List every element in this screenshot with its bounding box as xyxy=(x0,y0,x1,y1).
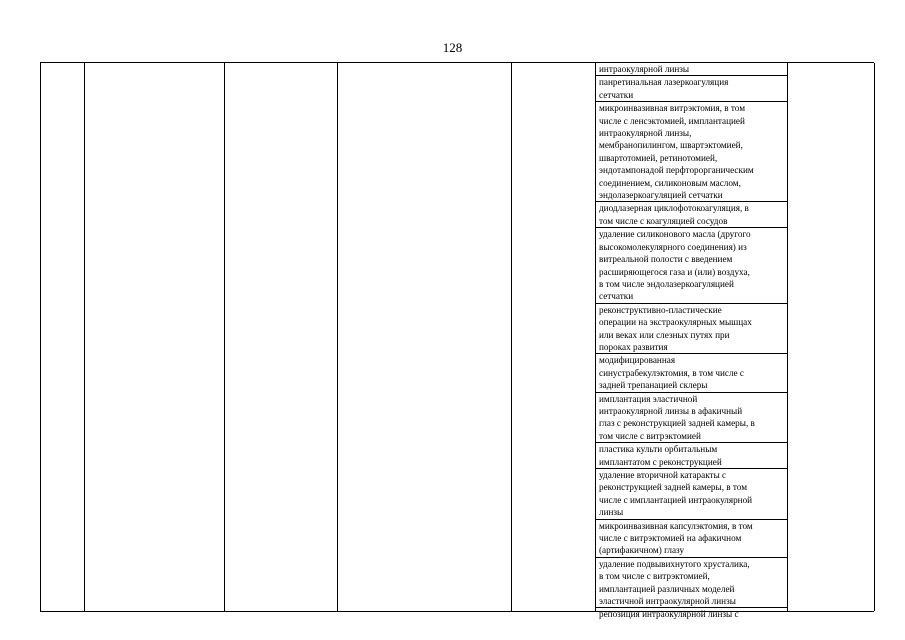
procedure-line: числе с витрэктомией на афакичном xyxy=(599,533,742,544)
procedure-column xyxy=(596,63,788,620)
procedure-line: интраокулярной линзы xyxy=(599,64,690,74)
procedure-cell xyxy=(596,469,787,520)
procedure-line: глаз с реконструкцией задней камеры, в xyxy=(599,418,755,429)
column-7 xyxy=(788,63,875,611)
procedure-line: модифицированная xyxy=(599,355,676,366)
procedure-line: имплантацией различных моделей xyxy=(599,583,735,594)
procedure-line: расширяющегося газа и (или) воздуха, xyxy=(599,266,750,277)
procedure-cell xyxy=(596,520,787,558)
procedure-line: в том числе эндолазеркоагуляцией xyxy=(599,278,734,289)
procedures-table xyxy=(40,62,874,620)
procedure-line: эластичной интраокулярной линзы xyxy=(599,596,736,607)
column-5 xyxy=(512,63,596,611)
procedure-cell xyxy=(596,443,787,469)
procedure-line: эндолазеркоагуляцией сетчатки xyxy=(599,190,723,201)
page-number: 128 xyxy=(442,40,463,55)
procedure-line: имплантатом с реконструкцией xyxy=(599,456,722,467)
procedure-cell xyxy=(596,354,787,392)
procedure-line: операции на экстраокулярных мышцах xyxy=(599,317,752,328)
procedure-line: удаление подвывихнутого хрусталика, xyxy=(599,558,750,569)
procedure-line: удаление вторичной катаракты с xyxy=(599,470,727,480)
procedure-line: имплантация эластичной xyxy=(599,393,698,404)
procedure-cell xyxy=(596,202,787,228)
procedure-line: витреальной полости с введением xyxy=(599,254,733,265)
procedure-cell xyxy=(596,63,787,76)
procedure-line: интраокулярной линзы, xyxy=(599,128,692,139)
column-3 xyxy=(225,63,338,611)
procedure-line: том числе с коагуляцией сосудов xyxy=(599,215,728,226)
procedure-line: пороках развития xyxy=(599,341,668,352)
procedure-cell xyxy=(596,76,787,102)
procedure-cell xyxy=(596,393,787,444)
procedure-cell xyxy=(596,304,787,355)
procedure-cell xyxy=(596,608,787,620)
column-1 xyxy=(41,63,85,611)
procedure-line: соединением, силиконовым маслом, xyxy=(599,177,741,188)
procedure-line: эндотампонадой перфторорганическим xyxy=(599,165,754,176)
procedure-line: репозиция интраокулярной линзы с xyxy=(599,609,739,620)
procedure-line: сетчатки xyxy=(599,89,634,100)
procedure-line: панретинальная лазеркоагуляция xyxy=(599,77,729,88)
procedure-line: или веках или слезных путях при xyxy=(599,329,730,340)
procedure-line: числе с ленсэктомией, имплантацией xyxy=(599,115,745,126)
procedure-line: мембранопилингом, швартэктомией, xyxy=(599,140,743,151)
procedure-line: том числе с витрэктомией xyxy=(599,430,701,441)
procedure-line: реконструктивно-пластические xyxy=(599,304,722,315)
procedure-line: удаление силиконового масла (другого xyxy=(599,229,751,240)
procedure-cell xyxy=(596,558,787,609)
procedure-line: пластика культи орбитальным xyxy=(599,444,718,455)
column-4 xyxy=(338,63,512,611)
procedure-line: синустрабекулэктомия, в том числе с xyxy=(599,367,744,378)
procedure-line: диодлазерная циклофотокоагуляция, в xyxy=(599,203,749,214)
procedure-line: сетчатки xyxy=(599,291,634,302)
procedure-cell xyxy=(596,102,787,202)
procedure-line: в том числе с витрэктомией, xyxy=(599,571,710,582)
procedure-line: микроинвазивная витрэктомия, в том xyxy=(599,103,746,114)
procedure-line: высокомолекулярного соединения) из xyxy=(599,241,747,252)
procedure-cell xyxy=(596,228,787,303)
procedure-line: интраокулярной линзы в афакичный xyxy=(599,405,743,416)
procedure-line: (артифакичном) глазу xyxy=(599,545,685,556)
procedure-line: швартотомией, ретинотомией, xyxy=(599,152,718,163)
column-2 xyxy=(85,63,225,611)
procedure-line: микроинвазивная капсулэктомия, в том xyxy=(599,520,753,531)
procedure-line: задней трепанацией склеры xyxy=(599,380,708,391)
procedure-line: числе с имплантацией интраокулярной xyxy=(599,494,753,505)
procedure-line: реконструкцией задней камеры, в том xyxy=(599,482,748,493)
procedure-line: линзы xyxy=(599,507,624,518)
